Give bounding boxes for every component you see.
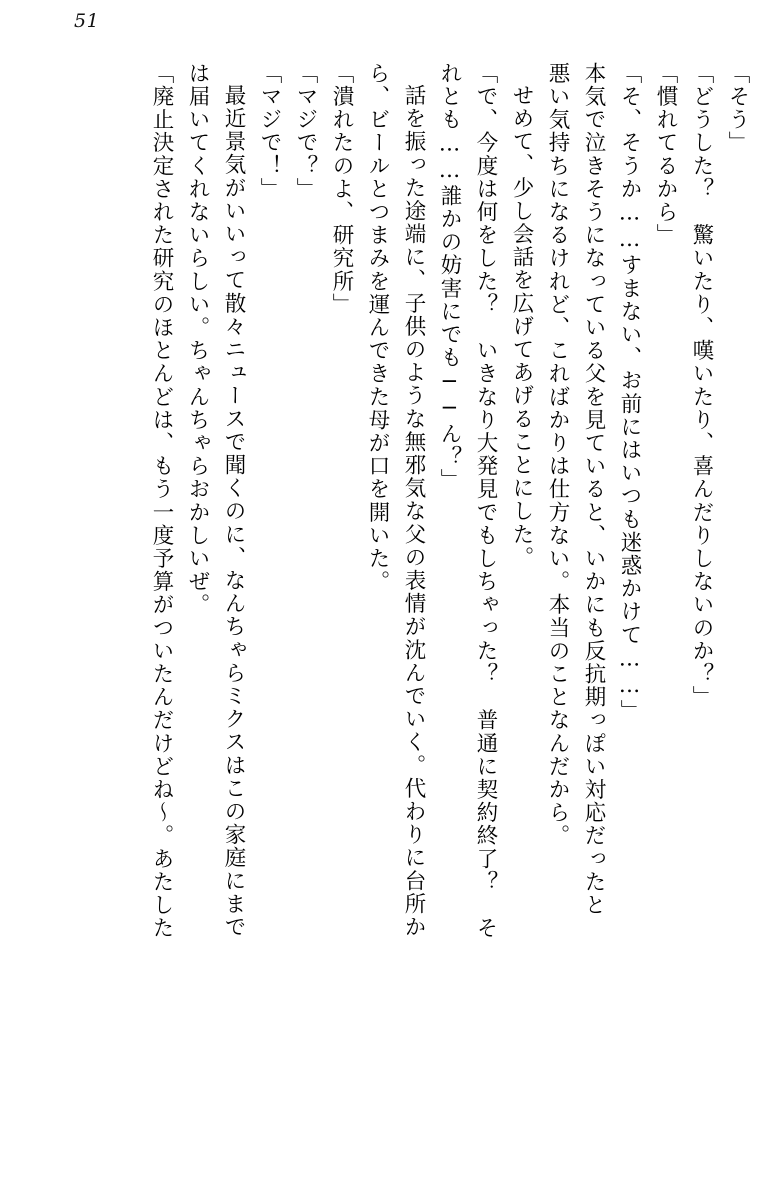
text-column: 最近景気がいいって散々ニュースで聞くのに、なんちゃらミクスはこの家庭にまで <box>221 84 246 939</box>
text-column: せめて、少し会話を広げてあげることにした。 <box>509 84 534 570</box>
text-column: 「マジで！」 <box>257 62 282 201</box>
text-column: 「で、今度は何をした？ いきなり大発見でもしちゃった？ 普通に契約終了？ そ <box>473 62 498 940</box>
text-column: 悪い気持ちになるけれど、こればかりは仕方ない。本当のことなんだから。 <box>545 62 570 848</box>
page-number: 51 <box>74 10 100 32</box>
text-column: 「慣れてるから」 <box>653 62 678 247</box>
text-column: は届いてくれないらしい。ちゃんちゃらおかしいぜ。 <box>185 62 210 617</box>
text-column: 「潰れたのよ、研究所」 <box>329 62 354 317</box>
text-column: 本気で泣きそうになっている父を見ていると、いかにも反抗期っぽい対応だったと <box>581 62 606 917</box>
text-column: 「マジで？」 <box>293 62 318 201</box>
text-column: 「そ、そうか……すまない、お前にはいつも迷惑かけて……」 <box>617 62 642 723</box>
text-column: ら、ビールとつまみを運んできた母が口を開いた。 <box>365 62 390 594</box>
text-column: 話を振った途端に、子供のような無邪気な父の表情が沈んでいく。代わりに台所か <box>401 84 426 939</box>
text-column: れとも……誰かの妨害にでも──ん？」 <box>437 62 462 492</box>
text-column: 「そう」 <box>725 62 750 155</box>
vertical-text-body <box>30 62 748 1172</box>
text-column: 「廃止決定された研究のほとんどは、もう一度予算がついたんだけどね〜。あたした <box>149 62 174 940</box>
text-column: 「どうした？ 驚いたり、嘆いたり、喜んだりしないのか？」 <box>689 62 714 709</box>
